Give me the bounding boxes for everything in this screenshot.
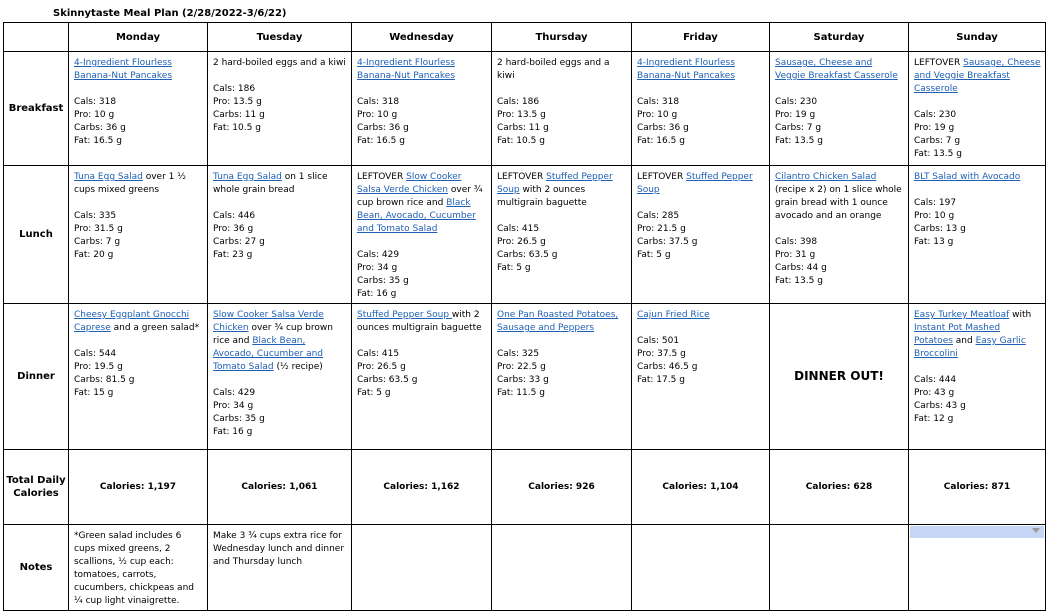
nutrition-line: Carbs: 11 g [213, 110, 265, 120]
meal-text: 2 hard-boiled eggs and a kiwi [213, 58, 346, 68]
nutrition-line: Carbs: 36 g [74, 123, 126, 133]
meal-text: over ¾ cup brown rice and [213, 323, 333, 346]
nutrition-line: Cals: 444 [914, 375, 957, 385]
nutrition-line: Fat: 13.5 g [775, 136, 823, 146]
nutrition-line: Fat: 16 g [213, 427, 253, 437]
meal-description [497, 57, 627, 83]
notes-cell-monday [69, 525, 208, 611]
breakfast-cell-sunday [909, 52, 1046, 166]
notes-cell-sunday[interactable] [909, 525, 1046, 611]
nutrition-line: Pro: 13.5 g [497, 110, 546, 120]
recipe-link[interactable]: Tuna Egg Salad [74, 172, 143, 182]
nutrition-line: Cals: 186 [213, 84, 256, 94]
meal-text: and [952, 336, 976, 346]
nutrition-line: Pro: 22.5 g [497, 362, 546, 372]
meal-text: LEFTOVER [637, 172, 687, 182]
note-text [632, 525, 769, 532]
nutrition-line: Pro: 37.5 g [637, 349, 686, 359]
note-text [770, 525, 908, 532]
lunch-cell-saturday [770, 166, 909, 304]
nutrition-line: Carbs: 46.5 g [637, 362, 698, 372]
recipe-link[interactable]: One Pan Roasted Potatoes, Sausage and Peppers [497, 310, 619, 333]
dinner-cell-thursday [492, 304, 632, 450]
meal-text: LEFTOVER [497, 172, 547, 182]
nutrition-line: Cals: 197 [914, 198, 957, 208]
meal-content [770, 52, 908, 150]
recipe-link[interactable]: Stuffed Pepper Soup [497, 172, 613, 195]
meal-text: (recipe x 2) on 1 slice whole grain bread with 1 ounce avocado and an orange [775, 185, 902, 221]
breakfast-cell-wednesday [352, 52, 492, 166]
nutrition-line: Cals: 186 [497, 97, 540, 107]
meal-description [914, 309, 1041, 361]
meal-description [357, 171, 487, 236]
nutrition-line: Cals: 230 [775, 97, 818, 107]
meal-content [352, 304, 491, 402]
nutrition-line: Cals: 230 [914, 110, 957, 120]
recipe-link[interactable]: Sausage, Cheese and Veggie Breakfast Casserole [775, 58, 898, 81]
nutrition-line: Pro: 10 g [914, 211, 955, 221]
nutrition-line: Pro: 19.5 g [74, 362, 123, 372]
recipe-link[interactable]: Cajun Fried Rice [637, 310, 710, 320]
nutrition-line: Carbs: 35 g [213, 414, 265, 424]
meal-content [69, 166, 207, 264]
meal-content [632, 304, 769, 389]
nutrition-line: Carbs: 13 g [914, 224, 966, 234]
nutrition-line: Cals: 318 [74, 97, 117, 107]
recipe-link[interactable]: Cilantro Chicken Salad [775, 172, 877, 182]
nutrition-line: Fat: 15 g [74, 388, 114, 398]
notes-cell-saturday [770, 525, 909, 611]
nutrition-line: Carbs: 44 g [775, 263, 827, 273]
nutrition-line: Cals: 415 [357, 349, 400, 359]
row-label-total: Total Daily Calories [4, 450, 69, 525]
note-text [492, 525, 631, 532]
meal-description [914, 57, 1041, 96]
nutrition-line: Fat: 11.5 g [497, 388, 545, 398]
day-header-tuesday: Tuesday [208, 23, 352, 52]
nutrition-line: Cals: 544 [74, 349, 117, 359]
total-calories-monday: Calories: 1,197 [69, 450, 208, 525]
row-label-dinner: Dinner [4, 304, 69, 450]
nutrition-line: Fat: 10.5 g [213, 123, 261, 133]
recipe-link[interactable]: Black Bean, Avocado, Cucumber and Tomato Salad [213, 336, 324, 372]
breakfast-cell-saturday [770, 52, 909, 166]
nutrition-line: Cals: 318 [357, 97, 400, 107]
meal-description [497, 171, 627, 210]
row-label-lunch: Lunch [4, 166, 69, 304]
nutrition-line: Cals: 429 [213, 388, 256, 398]
total-calories-friday: Calories: 1,104 [632, 450, 770, 525]
header-row [4, 23, 1046, 52]
meal-text: with 2 ounces multigrain baguette [497, 185, 587, 208]
lunch-row [4, 166, 1046, 304]
row-label-notes: Notes [4, 525, 69, 611]
nutrition-line: Fat: 12 g [914, 414, 954, 424]
meal-description [74, 309, 203, 335]
nutrition-line: Carbs: 27 g [213, 237, 265, 247]
day-header-saturday: Saturday [770, 23, 909, 52]
recipe-link[interactable]: Tuna Egg Salad [213, 172, 282, 182]
nutrition-line: Cals: 429 [357, 250, 400, 260]
nutrition-line: Pro: 34 g [357, 263, 398, 273]
nutrition-line: Carbs: 33 g [497, 375, 549, 385]
meal-text: with 2 ounces multigrain baguette [357, 310, 482, 333]
note-text: Make 3 ¾ cups extra rice for Wednesday lunch and dinner and Thursday lunch [213, 531, 345, 567]
meal-content [632, 52, 769, 150]
nutrition-line: Carbs: 36 g [357, 123, 409, 133]
nutrition-line: Pro: 10 g [637, 110, 678, 120]
nutrition-line: Cals: 318 [637, 97, 680, 107]
nutrition-line: Pro: 26.5 g [497, 237, 546, 247]
total-calories-tuesday: Calories: 1,061 [208, 450, 352, 525]
notes-cell-friday [632, 525, 770, 611]
meal-content [352, 166, 491, 303]
nutrition-line: Fat: 17.5 g [637, 375, 685, 385]
page-title: Skinnytaste Meal Plan (2/28/2022-3/6/22) [53, 8, 287, 19]
lunch-cell-thursday [492, 166, 632, 304]
nutrition-line: Pro: 19 g [775, 110, 816, 120]
dinner-cell-tuesday [208, 304, 352, 450]
day-header-thursday: Thursday [492, 23, 632, 52]
row-label-breakfast: Breakfast [4, 52, 69, 166]
nutrition-line: Pro: 19 g [914, 123, 955, 133]
meal-description [637, 171, 765, 197]
nutrition-line: Fat: 10.5 g [497, 136, 545, 146]
day-header-monday: Monday [69, 23, 208, 52]
meal-description [74, 171, 203, 197]
meal-content [492, 52, 631, 150]
corner-cell [4, 23, 69, 52]
nutrition-line: Fat: 13 g [914, 237, 954, 247]
nutrition-line: Pro: 10 g [74, 110, 115, 120]
meal-text: LEFTOVER [914, 58, 964, 68]
nutrition-line: Fat: 16.5 g [357, 136, 405, 146]
breakfast-cell-friday [632, 52, 770, 166]
day-header-wednesday: Wednesday [352, 23, 492, 52]
recipe-link[interactable]: 4-Ingredient Flourless Banana-Nut Pancakes [74, 58, 173, 81]
nutrition-line: Fat: 5 g [637, 250, 671, 260]
meal-content [909, 52, 1045, 163]
nutrition-line: Fat: 5 g [357, 388, 391, 398]
meal-content [208, 304, 351, 441]
nutrition-line: Fat: 16 g [357, 289, 397, 299]
nutrition-line: Carbs: 37.5 g [637, 237, 698, 247]
nutrition-line: Carbs: 63.5 g [357, 375, 418, 385]
nutrition-line: Carbs: 7 g [914, 136, 961, 146]
day-header-friday: Friday [632, 23, 770, 52]
total-calories-sunday: Calories: 871 [909, 450, 1046, 525]
nutrition-line: Fat: 13.5 g [775, 276, 823, 286]
recipe-link[interactable]: Stuffed Pepper Soup [637, 172, 753, 195]
nutrition-line: Pro: 10 g [357, 110, 398, 120]
meal-text: and a green salad* [110, 323, 200, 333]
note-text: *Green salad includes 6 cups mixed greens, 2 scallions, ½ cup each: tomatoes, carrots, cucumbers, chickpeas and ¼ cup light vinaigrette. [74, 531, 194, 606]
selected-cell-highlight[interactable] [910, 526, 1044, 538]
meal-content [492, 304, 631, 402]
meal-content [69, 52, 207, 150]
dinner-cell-friday [632, 304, 770, 450]
nutrition-line: Pro: 36 g [213, 224, 254, 234]
nutrition-line: Cals: 285 [637, 211, 680, 221]
nutrition-line: Cals: 335 [74, 211, 117, 221]
breakfast-row [4, 52, 1046, 166]
recipe-link[interactable]: Sausage, Cheese and Veggie Breakfast Casserole [914, 58, 1041, 94]
meal-description [775, 57, 904, 83]
nutrition-line: Cals: 415 [497, 224, 540, 234]
meal-text: (½ recipe) [273, 362, 323, 372]
nutrition-line: Carbs: 36 g [637, 123, 689, 133]
meal-content [492, 166, 631, 277]
notes-cell-wednesday [352, 525, 492, 611]
lunch-cell-tuesday [208, 166, 352, 304]
nutrition-line: Fat: 16.5 g [637, 136, 685, 146]
meal-content [909, 304, 1045, 428]
meal-content [69, 304, 207, 402]
nutrition-line: Fat: 20 g [74, 250, 114, 260]
meal-description [357, 57, 487, 83]
nutrition-line: Carbs: 63.5 g [497, 250, 558, 260]
note-text [352, 525, 491, 532]
recipe-link[interactable]: 4-Ingredient Flourless Banana-Nut Pancakes [637, 58, 736, 81]
nutrition-line: Pro: 43 g [914, 388, 955, 398]
meal-text: 2 hard-boiled eggs and a kiwi [497, 58, 610, 81]
meal-text: with [1009, 310, 1032, 320]
dinner-cell-wednesday [352, 304, 492, 450]
recipe-link[interactable]: Black Bean, Avocado, Cucumber and Tomato Salad [357, 198, 476, 234]
meal-description [213, 309, 347, 374]
recipe-link[interactable]: Slow Cooker Salsa Verde Chicken [357, 172, 462, 195]
nutrition-line: Cals: 446 [213, 211, 256, 221]
meal-description [74, 57, 203, 83]
nutrition-line: Pro: 13.5 g [213, 97, 262, 107]
meal-text: LEFTOVER [357, 172, 407, 182]
nutrition-line: Pro: 21.5 g [637, 224, 686, 234]
total-calories-saturday: Calories: 628 [770, 450, 909, 525]
meal-text: over ¾ cup brown rice and [357, 185, 483, 208]
nutrition-line: Pro: 34 g [213, 401, 254, 411]
recipe-link[interactable]: Easy Garlic Broccolini [914, 336, 1026, 359]
nutrition-line: Carbs: 43 g [914, 401, 966, 411]
recipe-link[interactable]: Cheesy Eggplant Gnocchi Caprese [74, 310, 190, 333]
total-row [4, 450, 1046, 525]
recipe-link[interactable]: 4-Ingredient Flourless Banana-Nut Pancakes [357, 58, 456, 81]
nutrition-line: Carbs: 7 g [74, 237, 121, 247]
nutrition-line: Pro: 26.5 g [357, 362, 406, 372]
recipe-link[interactable]: Stuffed Pepper Soup [357, 310, 452, 320]
lunch-cell-wednesday [352, 166, 492, 304]
dinner-cell-saturday: DINNER OUT! [770, 304, 909, 450]
breakfast-cell-thursday [492, 52, 632, 166]
day-header-sunday: Sunday [909, 23, 1046, 52]
meal-description [637, 309, 765, 322]
nutrition-line: Pro: 31.5 g [74, 224, 123, 234]
meal-content [208, 166, 351, 264]
nutrition-line: Fat: 23 g [213, 250, 253, 260]
recipe-link[interactable]: Instant Pot Mashed Potatoes [914, 323, 1001, 346]
total-calories-thursday: Calories: 926 [492, 450, 632, 525]
meal-description [914, 171, 1041, 184]
lunch-cell-friday [632, 166, 770, 304]
meal-content [208, 52, 351, 137]
breakfast-cell-monday [69, 52, 208, 166]
meal-content [352, 52, 491, 150]
meal-text: on 1 slice whole grain bread [213, 172, 328, 195]
notes-row [4, 525, 1046, 611]
recipe-link[interactable]: Easy Turkey Meatloaf [914, 310, 1010, 320]
nutrition-line: Carbs: 81.5 g [74, 375, 135, 385]
meal-content [909, 166, 1045, 251]
meal-content [632, 166, 769, 264]
dinner-cell-sunday [909, 304, 1046, 450]
lunch-cell-sunday [909, 166, 1046, 304]
lunch-cell-monday [69, 166, 208, 304]
nutrition-line: Cals: 325 [497, 349, 540, 359]
nutrition-line: Pro: 31 g [775, 250, 816, 260]
nutrition-line: Carbs: 7 g [775, 123, 822, 133]
nutrition-line: Carbs: 35 g [357, 276, 409, 286]
recipe-link[interactable]: BLT Salad with Avocado [914, 172, 1021, 182]
meal-description [213, 171, 347, 197]
meal-description [775, 171, 904, 223]
meal-description [637, 57, 765, 83]
recipe-link[interactable]: Slow Cooker Salsa Verde Chicken [213, 310, 324, 333]
nutrition-line: Carbs: 11 g [497, 123, 549, 133]
breakfast-cell-tuesday [208, 52, 352, 166]
meal-plan-table [3, 22, 1046, 611]
chevron-down-icon[interactable] [1032, 528, 1040, 533]
nutrition-line: Fat: 16.5 g [74, 136, 122, 146]
dinner-row [4, 304, 1046, 450]
nutrition-line: Fat: 13.5 g [914, 149, 962, 159]
notes-cell-tuesday [208, 525, 352, 611]
nutrition-line: Cals: 501 [637, 336, 680, 346]
meal-description [497, 309, 627, 335]
total-calories-wednesday: Calories: 1,162 [352, 450, 492, 525]
meal-content [770, 166, 908, 290]
meal-text: over 1 ½ cups mixed greens [74, 172, 186, 195]
notes-cell-thursday [492, 525, 632, 611]
meal-description [213, 57, 347, 70]
nutrition-line: Fat: 5 g [497, 263, 531, 273]
nutrition-line: Cals: 398 [775, 237, 818, 247]
meal-description [357, 309, 487, 335]
dinner-cell-monday [69, 304, 208, 450]
